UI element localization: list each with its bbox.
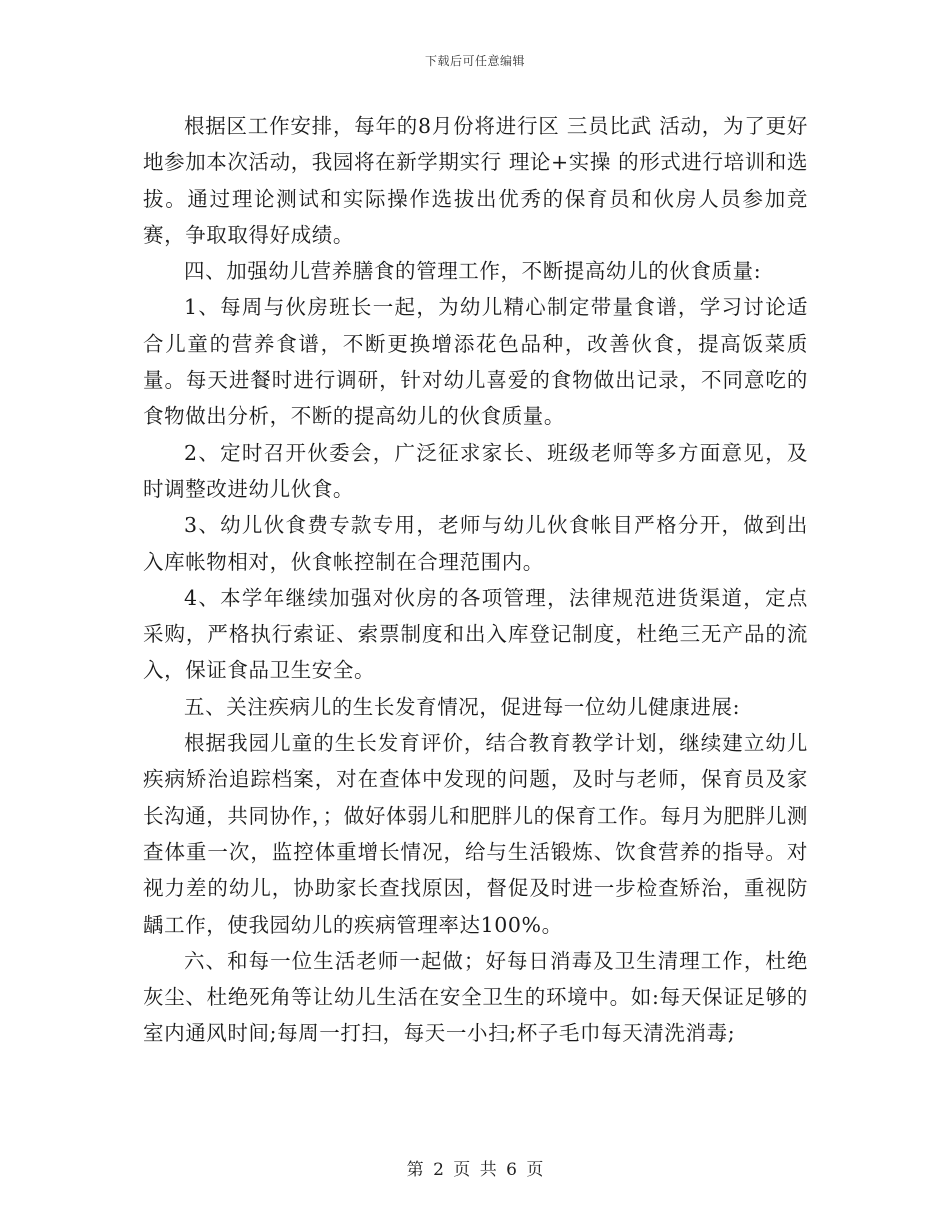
paragraph: 根据我园儿童的生长发育评价，结合教育教学计划，继续建立幼儿疾病矫治追踪档案，对在查体中发现的问题，及时与老师，保育员及家长沟通，共同协作，；做好体弱儿和肥胖儿的保育工作。每月为肥胖儿测查体重一次，监控体重增长情况，给与生活锻炼、饮食营养的指导。对视力差的幼儿，协助家长查找原因，督促及时进一步检查矫治，重视防龋工作，使我园幼儿的疾病管理率达100%。 xyxy=(143,731,808,937)
paragraph: 2、定时召开伙委会，广泛征求家长、班级老师等多方面意见，及时调整改进幼儿伙食。 xyxy=(143,440,808,501)
paragraph: 4、本学年继续加强对伙房的各项管理，法律规范进货渠道，定点采购，严格执行索证、索票制度和出入库登记制度，杜绝三无产品的流入，保证食品卫生安全。 xyxy=(143,585,808,683)
paragraph: 六、和每一位生活老师一起做；好每日消毒及卫生清理工作，杜绝灰尘、杜绝死角等让幼儿生活在安全卫生的环境中。如:每天保证足够的室内通风时间;每周一打扫，每天一小扫;杯子毛巾每天清洗消毒; xyxy=(143,948,808,1046)
section-heading: 五、关注疾病儿的生长发育情况，促进每一位幼儿健康进展: xyxy=(184,694,741,719)
paragraph: 根据区工作安排，每年的8月份将进行区 三员比武 活动，为了更好地参加本次活动，我园将在新学期实行 理论+实操 的形式进行培训和选拔。通过理论测试和实际操作选拔出优秀的保育员和伙房人员参加竞赛，争取取得好成绩。 xyxy=(143,114,809,247)
section-heading: 四、加强幼儿营养膳食的管理工作，不断提高幼儿的伙食质量: xyxy=(184,259,762,284)
page-number: 第 2 页 共 6 页 xyxy=(406,1160,544,1180)
document-body xyxy=(143,108,808,1052)
paragraph: 3、幼儿伙食费专款专用，老师与幼儿伙食帐目严格分开，做到出入库帐物相对，伙食帐控制在合理范围内。 xyxy=(143,513,808,574)
paragraph: 1、每周与伙房班长一起，为幼儿精心制定带量食谱，学习讨论适合儿童的营养食谱，不断更换增添花色品种，改善伙食，提高饭菜质量。每天进餐时进行调研，针对幼儿喜爱的食物做出记录，不同意吃的食物做出分析，不断的提高幼儿的伙食质量。 xyxy=(143,295,808,429)
header-note: 下载后可任意编辑 xyxy=(424,54,525,68)
